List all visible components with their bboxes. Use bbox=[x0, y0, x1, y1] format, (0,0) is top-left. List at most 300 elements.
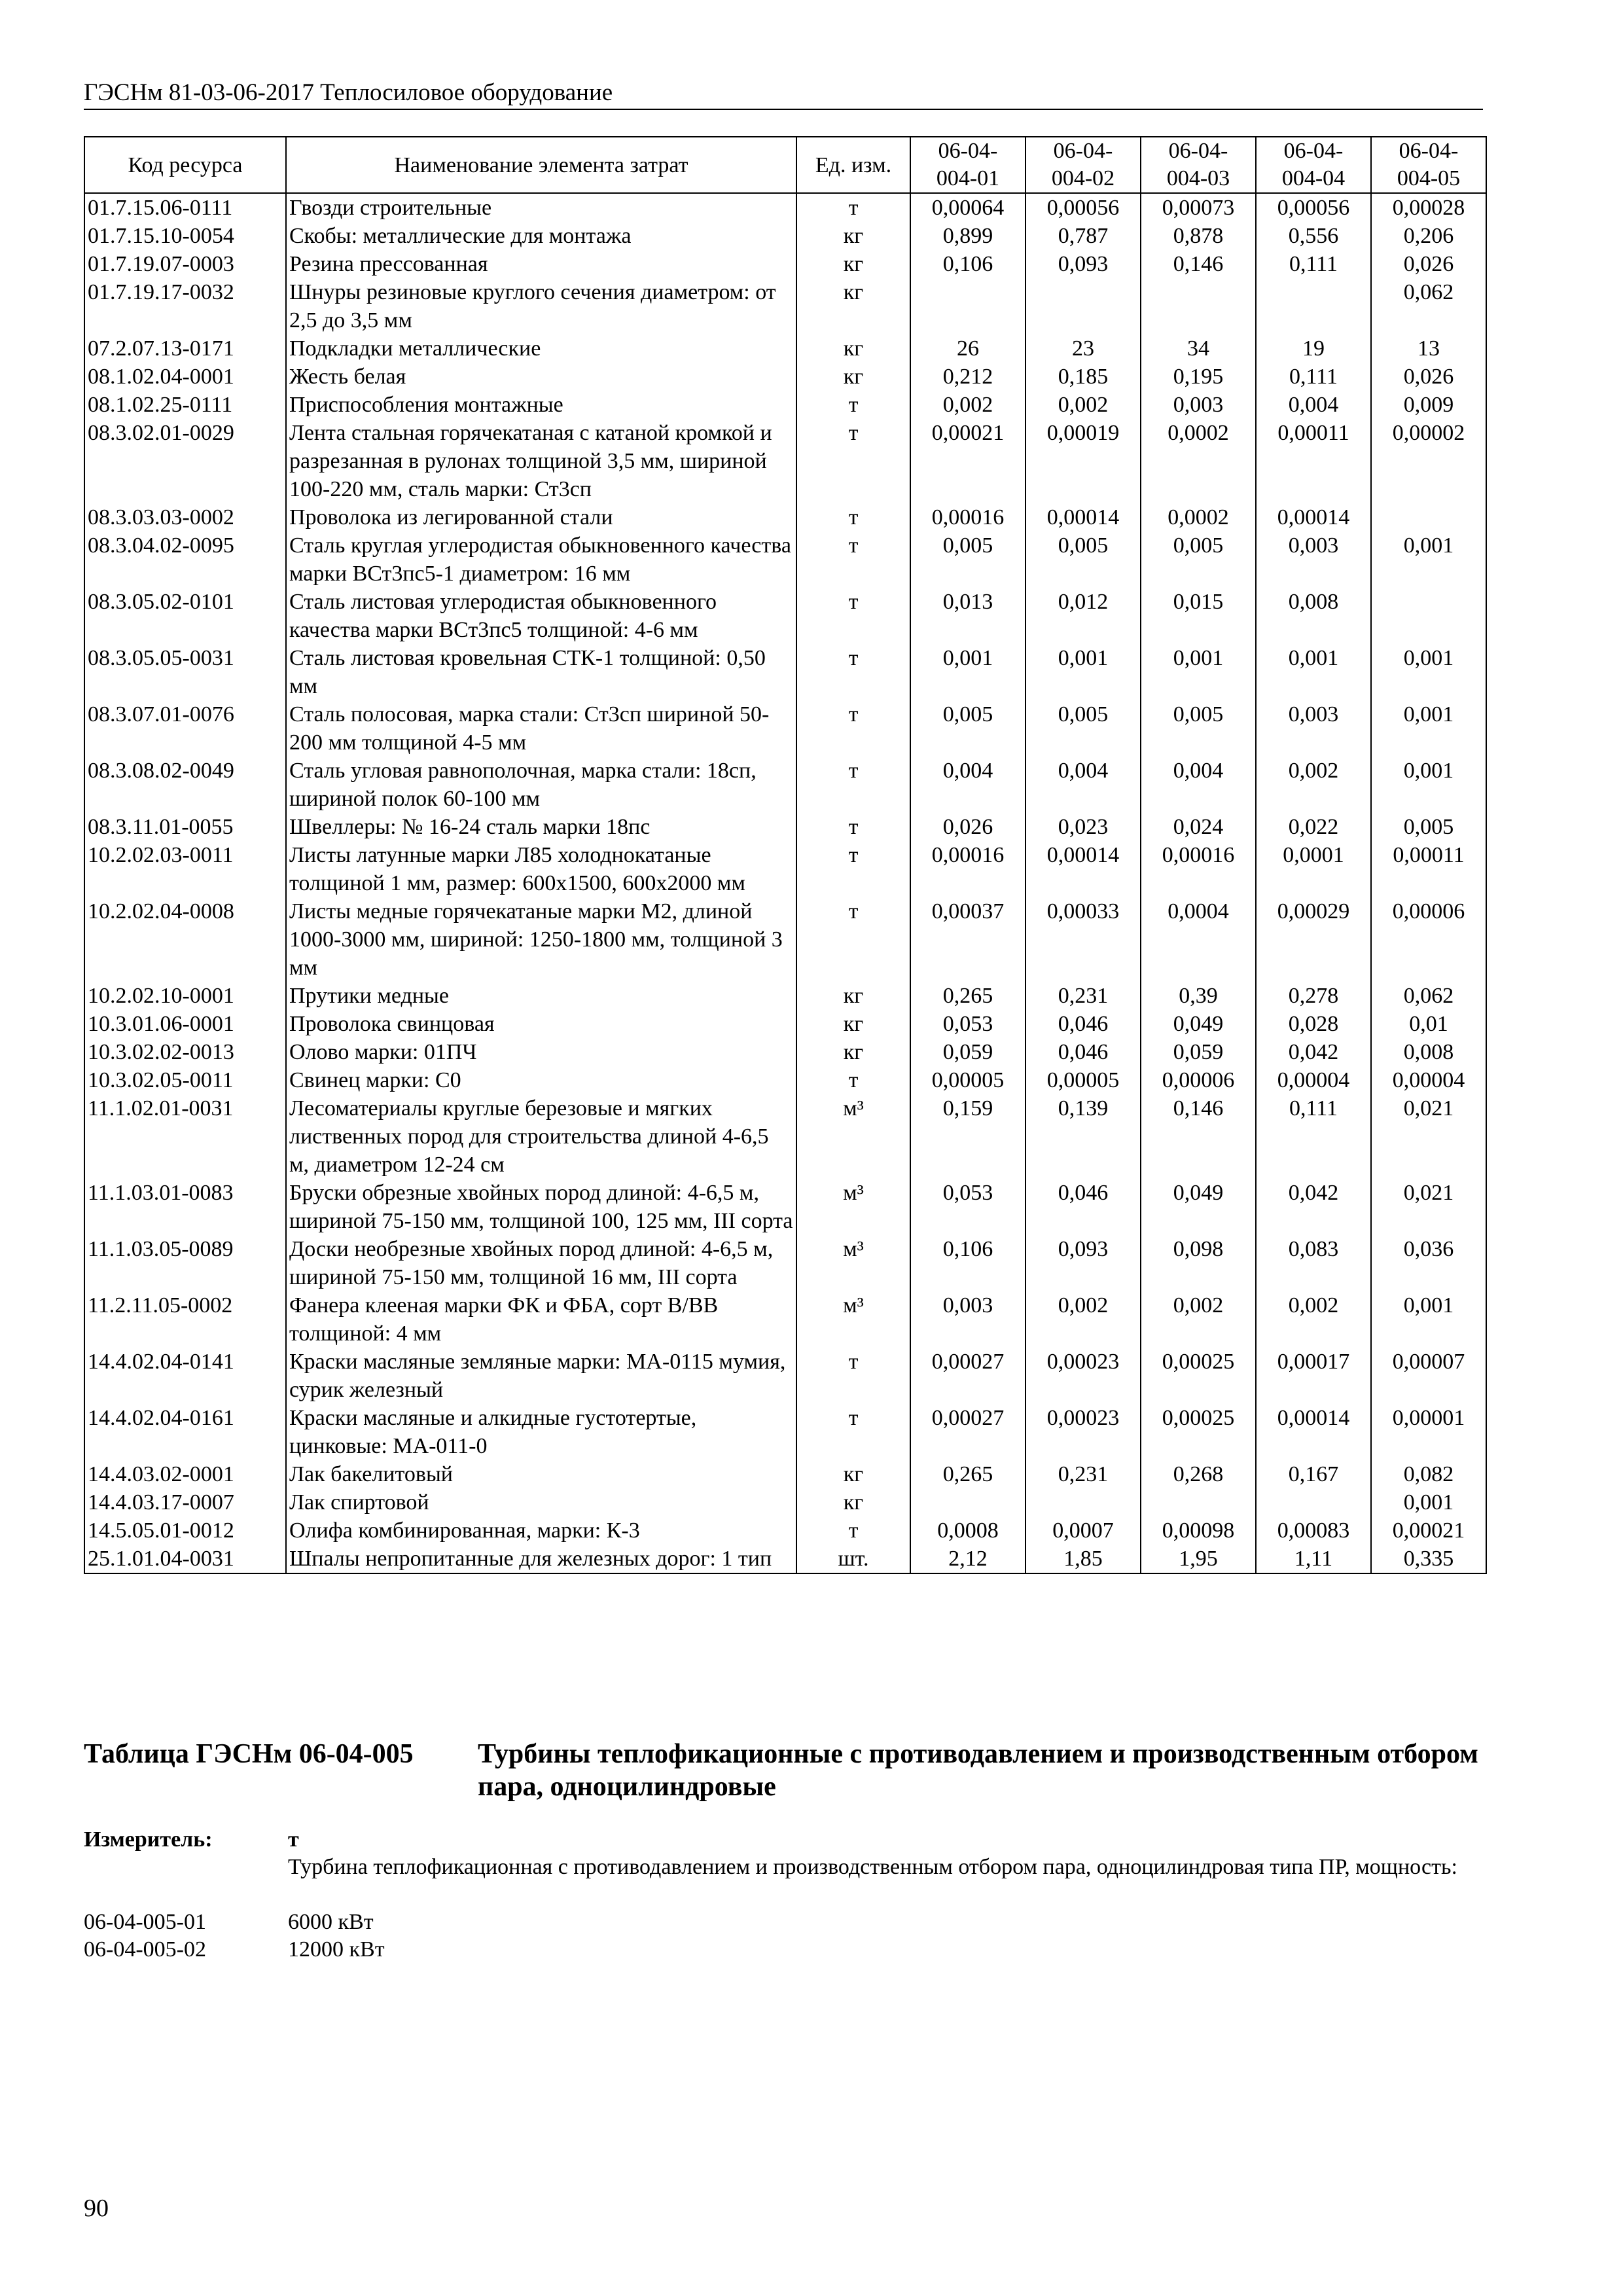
rate-value: 0,268 bbox=[1141, 1460, 1256, 1488]
table-number: Таблица ГЭСНм 06-04-005 bbox=[84, 1739, 414, 1769]
rate-value: 0,059 bbox=[1141, 1038, 1256, 1066]
rate-value bbox=[1141, 278, 1256, 334]
rate-value: 0,146 bbox=[1141, 1094, 1256, 1179]
table-row bbox=[84, 419, 1486, 503]
table-row bbox=[84, 1488, 1486, 1516]
resource-name: Лак бакелитовый bbox=[286, 1460, 796, 1488]
resource-name: Сталь угловая равнополочная, марка стали: 18сп, шириной полок 60-100 мм bbox=[286, 757, 796, 813]
rate-value bbox=[1026, 1488, 1141, 1516]
rate-value: 0,036 bbox=[1371, 1235, 1486, 1291]
resource-unit: т bbox=[796, 841, 910, 897]
rate-value: 0,002 bbox=[1256, 1291, 1371, 1348]
rate-value: 0,00005 bbox=[910, 1066, 1026, 1094]
rate-value: 0,556 bbox=[1256, 222, 1371, 250]
rate-value bbox=[910, 278, 1026, 334]
table-row bbox=[84, 391, 1486, 419]
col-header-rate: 06-04- 004-05 bbox=[1371, 137, 1486, 193]
table-row bbox=[84, 982, 1486, 1010]
rate-value: 0,111 bbox=[1256, 250, 1371, 278]
rate-value: 0,026 bbox=[1371, 363, 1486, 391]
rate-value: 0,00016 bbox=[910, 503, 1026, 531]
rate-value: 0,00014 bbox=[1256, 503, 1371, 531]
rate-value: 0,005 bbox=[910, 700, 1026, 757]
resource-name: Проволока из легированной стали bbox=[286, 503, 796, 531]
rate-value: 0,003 bbox=[910, 1291, 1026, 1348]
table-row bbox=[84, 278, 1486, 334]
resource-code: 01.7.15.10-0054 bbox=[84, 222, 286, 250]
resource-code: 08.1.02.25-0111 bbox=[84, 391, 286, 419]
rate-value: 0,0008 bbox=[910, 1516, 1026, 1545]
resource-code: 11.1.03.01-0083 bbox=[84, 1179, 286, 1235]
rate-value: 0,0001 bbox=[1256, 841, 1371, 897]
rate-value: 0,278 bbox=[1256, 982, 1371, 1010]
rate-value: 0,00027 bbox=[910, 1348, 1026, 1404]
rate-value bbox=[1371, 503, 1486, 531]
rate-value: 0,001 bbox=[1141, 644, 1256, 700]
rate-value: 0,00033 bbox=[1026, 897, 1141, 982]
rate-value: 0,00073 bbox=[1141, 193, 1256, 222]
table-row bbox=[84, 1094, 1486, 1179]
resource-unit: т bbox=[796, 700, 910, 757]
rate-value: 0,004 bbox=[1256, 391, 1371, 419]
rate-value: 0,00014 bbox=[1026, 841, 1141, 897]
rate-value: 0,042 bbox=[1256, 1179, 1371, 1235]
rate-value: 0,0007 bbox=[1026, 1516, 1141, 1545]
resource-unit: кг bbox=[796, 250, 910, 278]
resource-name: Проволока свинцовая bbox=[286, 1010, 796, 1038]
resource-name: Доски необрезные хвойных пород длиной: 4-6,5 м, шириной 75-150 мм, толщиной 16 мм, III сорта bbox=[286, 1235, 796, 1291]
resource-unit: кг bbox=[796, 222, 910, 250]
resource-name: Подкладки металлические bbox=[286, 334, 796, 363]
rate-value: 0,002 bbox=[1026, 1291, 1141, 1348]
resource-name: Приспособления монтажные bbox=[286, 391, 796, 419]
resource-name: Лак спиртовой bbox=[286, 1488, 796, 1516]
rate-value: 0,00028 bbox=[1371, 193, 1486, 222]
rate-value: 0,231 bbox=[1026, 1460, 1141, 1488]
rate-value: 0,008 bbox=[1371, 1038, 1486, 1066]
col-header-code: Код ресурса bbox=[84, 137, 286, 193]
resource-code: 08.3.08.02-0049 bbox=[84, 757, 286, 813]
resource-unit: кг bbox=[796, 1038, 910, 1066]
rate-value: 0,021 bbox=[1371, 1179, 1486, 1235]
rate-value bbox=[1141, 1488, 1256, 1516]
resource-unit: т bbox=[796, 588, 910, 644]
rate-value: 0,00037 bbox=[910, 897, 1026, 982]
rate-value: 0,00025 bbox=[1141, 1404, 1256, 1460]
rate-value: 0,185 bbox=[1026, 363, 1141, 391]
resource-unit: кг bbox=[796, 982, 910, 1010]
rate-value: 0,01 bbox=[1371, 1010, 1486, 1038]
rate-value: 0,335 bbox=[1371, 1545, 1486, 1573]
rate-value: 0,265 bbox=[910, 1460, 1026, 1488]
resource-code: 14.4.03.17-0007 bbox=[84, 1488, 286, 1516]
rate-value: 0,005 bbox=[1141, 700, 1256, 757]
rate-value: 0,042 bbox=[1256, 1038, 1371, 1066]
resource-code: 08.3.05.02-0101 bbox=[84, 588, 286, 644]
rate-value: 0,0002 bbox=[1141, 419, 1256, 503]
rate-value: 0,00011 bbox=[1371, 841, 1486, 897]
rate-value: 0,024 bbox=[1141, 813, 1256, 841]
rate-value: 0,001 bbox=[910, 644, 1026, 700]
rate-value: 0,00004 bbox=[1371, 1066, 1486, 1094]
rate-value bbox=[1256, 1488, 1371, 1516]
rate-value: 0,046 bbox=[1026, 1010, 1141, 1038]
rate-value bbox=[1371, 588, 1486, 644]
rate-value: 0,001 bbox=[1371, 644, 1486, 700]
rate-value: 0,00016 bbox=[910, 841, 1026, 897]
rate-value: 0,004 bbox=[1026, 757, 1141, 813]
table-title: Турбины теплофикационные с противодавлением и производственным отбором пара, одноцилиндровые bbox=[478, 1739, 1478, 1802]
rate-value: 13 bbox=[1371, 334, 1486, 363]
rate-value: 0,00011 bbox=[1256, 419, 1371, 503]
resource-unit: м³ bbox=[796, 1235, 910, 1291]
table-row bbox=[84, 1460, 1486, 1488]
rate-value: 0,167 bbox=[1256, 1460, 1371, 1488]
resource-name: Сталь листовая кровельная СТК-1 толщиной: 0,50 мм bbox=[286, 644, 796, 700]
rate-value: 0,001 bbox=[1371, 1291, 1486, 1348]
rate-value: 0,046 bbox=[1026, 1038, 1141, 1066]
rate-value: 0,159 bbox=[910, 1094, 1026, 1179]
resource-code: 14.4.03.02-0001 bbox=[84, 1460, 286, 1488]
rate-value: 0,001 bbox=[1371, 757, 1486, 813]
measure-unit: т bbox=[288, 1827, 299, 1852]
rate-value: 0,00021 bbox=[910, 419, 1026, 503]
resource-unit: т bbox=[796, 419, 910, 503]
resource-name: Лесоматериалы круглые березовые и мягких лиственных пород для строительства длиной 4-6,5 м, диаметром 12-24 см bbox=[286, 1094, 796, 1179]
rate-value: 26 bbox=[910, 334, 1026, 363]
rate-value: 0,146 bbox=[1141, 250, 1256, 278]
table-row bbox=[84, 588, 1486, 644]
resource-unit: кг bbox=[796, 1010, 910, 1038]
resource-code: 08.3.03.03-0002 bbox=[84, 503, 286, 531]
rate-value: 0,39 bbox=[1141, 982, 1256, 1010]
resource-name: Свинец марки: С0 bbox=[286, 1066, 796, 1094]
rate-value: 0,00019 bbox=[1026, 419, 1141, 503]
rate-value: 0,003 bbox=[1141, 391, 1256, 419]
table-row bbox=[84, 1179, 1486, 1235]
table-row bbox=[84, 363, 1486, 391]
rate-value: 0,878 bbox=[1141, 222, 1256, 250]
rate-value bbox=[1256, 278, 1371, 334]
resource-name: Гвозди строительные bbox=[286, 193, 796, 222]
table-row bbox=[84, 503, 1486, 531]
rate-value: 0,022 bbox=[1256, 813, 1371, 841]
resource-name: Олифа комбинированная, марки: К-3 bbox=[286, 1516, 796, 1545]
resource-unit: т bbox=[796, 897, 910, 982]
resource-code: 11.1.02.01-0031 bbox=[84, 1094, 286, 1179]
rate-value: 0,026 bbox=[910, 813, 1026, 841]
resource-code: 10.2.02.03-0011 bbox=[84, 841, 286, 897]
resource-code: 10.3.02.02-0013 bbox=[84, 1038, 286, 1066]
rate-value: 0,265 bbox=[910, 982, 1026, 1010]
rate-value: 0,013 bbox=[910, 588, 1026, 644]
rate-value: 0,00004 bbox=[1256, 1066, 1371, 1094]
resource-code: 08.3.07.01-0076 bbox=[84, 700, 286, 757]
table-row bbox=[84, 193, 1486, 222]
resource-name: Краски масляные и алкидные густотертые, цинковые: МА-011-0 bbox=[286, 1404, 796, 1460]
rate-value: 0,231 bbox=[1026, 982, 1141, 1010]
resource-unit: кг bbox=[796, 334, 910, 363]
rate-value: 23 bbox=[1026, 334, 1141, 363]
rate-value: 0,212 bbox=[910, 363, 1026, 391]
table-row bbox=[84, 757, 1486, 813]
col-header-name: Наименование элемента затрат bbox=[286, 137, 796, 193]
resource-unit: т bbox=[796, 193, 910, 222]
table-row bbox=[84, 334, 1486, 363]
rate-value: 0,00027 bbox=[910, 1404, 1026, 1460]
resource-name: Листы медные горячекатаные марки М2, длиной 1000-3000 мм, шириной: 1250-1800 мм, толщиной 3 мм bbox=[286, 897, 796, 982]
rate-value: 0,008 bbox=[1256, 588, 1371, 644]
rate-value: 0,787 bbox=[1026, 222, 1141, 250]
rate-value: 0,206 bbox=[1371, 222, 1486, 250]
rate-value: 0,195 bbox=[1141, 363, 1256, 391]
resource-name: Шпалы непропитанные для железных дорог: 1 тип bbox=[286, 1545, 796, 1573]
rate-value: 0,062 bbox=[1371, 982, 1486, 1010]
resource-unit: м³ bbox=[796, 1094, 910, 1179]
resource-name: Резина прессованная bbox=[286, 250, 796, 278]
rate-value: 0,00021 bbox=[1371, 1516, 1486, 1545]
rate-value: 0,003 bbox=[1256, 531, 1371, 588]
resource-code: 14.4.02.04-0161 bbox=[84, 1404, 286, 1460]
rate-value: 0,111 bbox=[1256, 363, 1371, 391]
page-number: 90 bbox=[84, 2195, 109, 2222]
measure-item-code: 06-04-005-02 bbox=[84, 1937, 206, 1962]
rate-value: 0,026 bbox=[1371, 250, 1486, 278]
resource-unit: шт. bbox=[796, 1545, 910, 1573]
rate-value: 0,028 bbox=[1256, 1010, 1371, 1038]
table-row bbox=[84, 1066, 1486, 1094]
resource-code: 10.2.02.04-0008 bbox=[84, 897, 286, 982]
table-row bbox=[84, 1235, 1486, 1291]
rate-value: 0,046 bbox=[1026, 1179, 1141, 1235]
rate-value: 0,001 bbox=[1026, 644, 1141, 700]
rate-value: 0,049 bbox=[1141, 1010, 1256, 1038]
rate-value: 0,00005 bbox=[1026, 1066, 1141, 1094]
rate-value: 0,139 bbox=[1026, 1094, 1141, 1179]
resource-unit: т bbox=[796, 757, 910, 813]
rate-value: 0,00064 bbox=[910, 193, 1026, 222]
measure-item-code: 06-04-005-01 bbox=[84, 1910, 206, 1934]
resource-unit: т bbox=[796, 1348, 910, 1404]
table-row bbox=[84, 1038, 1486, 1066]
rate-value: 0,001 bbox=[1371, 531, 1486, 588]
table-row bbox=[84, 813, 1486, 841]
resource-code: 08.3.11.01-0055 bbox=[84, 813, 286, 841]
rate-value: 0,021 bbox=[1371, 1094, 1486, 1179]
rate-value: 1,95 bbox=[1141, 1545, 1256, 1573]
rate-value: 0,049 bbox=[1141, 1179, 1256, 1235]
rate-value: 0,053 bbox=[910, 1179, 1026, 1235]
rate-value: 0,005 bbox=[1141, 531, 1256, 588]
rate-value: 0,004 bbox=[910, 757, 1026, 813]
rate-value: 0,00016 bbox=[1141, 841, 1256, 897]
rate-value: 0,00014 bbox=[1026, 503, 1141, 531]
rate-value: 0,002 bbox=[1256, 757, 1371, 813]
resource-unit: кг bbox=[796, 1488, 910, 1516]
resource-name: Шнуры резиновые круглого сечения диаметром: от 2,5 до 3,5 мм bbox=[286, 278, 796, 334]
rate-value: 0,106 bbox=[910, 250, 1026, 278]
resource-unit: т bbox=[796, 1404, 910, 1460]
rate-value bbox=[910, 1488, 1026, 1516]
table-row bbox=[84, 531, 1486, 588]
measure-description: Турбина теплофикационная с противодавлением и производственным отбором пара, одноцилиндровая типа ПР, мощность: bbox=[288, 1855, 1457, 1879]
rate-value: 0,005 bbox=[910, 531, 1026, 588]
rate-value: 0,005 bbox=[1026, 700, 1141, 757]
col-header-rate: 06-04- 004-04 bbox=[1256, 137, 1371, 193]
rate-value: 1,11 bbox=[1256, 1545, 1371, 1573]
rate-value: 0,00002 bbox=[1371, 419, 1486, 503]
rate-value: 0,00017 bbox=[1256, 1348, 1371, 1404]
resource-unit: кг bbox=[796, 278, 910, 334]
rate-value: 0,059 bbox=[910, 1038, 1026, 1066]
resource-name: Олово марки: 01ПЧ bbox=[286, 1038, 796, 1066]
rate-value: 0,00006 bbox=[1371, 897, 1486, 982]
resource-code: 25.1.01.04-0031 bbox=[84, 1545, 286, 1573]
col-header-rate: 06-04- 004-01 bbox=[910, 137, 1026, 193]
table-row bbox=[84, 841, 1486, 897]
table-row bbox=[84, 1545, 1486, 1573]
resource-code: 10.2.02.10-0001 bbox=[84, 982, 286, 1010]
rate-value: 0,001 bbox=[1256, 644, 1371, 700]
rate-value: 0,0004 bbox=[1141, 897, 1256, 982]
measure-item-value: 6000 кВт bbox=[288, 1910, 374, 1934]
rate-value: 0,012 bbox=[1026, 588, 1141, 644]
table-row bbox=[84, 897, 1486, 982]
resource-name: Лента стальная горячекатаная с катаной кромкой и разрезанная в рулонах толщиной 3,5 мм, шириной 100-220 мм, сталь марки: Ст3сп bbox=[286, 419, 796, 503]
rate-value: 0,00056 bbox=[1026, 193, 1141, 222]
rate-value: 0,002 bbox=[910, 391, 1026, 419]
resource-code: 08.3.05.05-0031 bbox=[84, 644, 286, 700]
resource-name: Швеллеры: № 16-24 сталь марки 18пс bbox=[286, 813, 796, 841]
resource-name: Листы латунные марки Л85 холоднокатаные толщиной 1 мм, размер: 600х1500, 600х2000 мм bbox=[286, 841, 796, 897]
resource-code: 10.3.02.05-0011 bbox=[84, 1066, 286, 1094]
resource-code: 01.7.19.17-0032 bbox=[84, 278, 286, 334]
resource-name: Бруски обрезные хвойных пород длиной: 4-6,5 м, шириной 75-150 мм, толщиной 100, 125 мм, III сорта bbox=[286, 1179, 796, 1235]
table-row bbox=[84, 1404, 1486, 1460]
table-row bbox=[84, 222, 1486, 250]
resource-code: 07.2.07.13-0171 bbox=[84, 334, 286, 363]
table-row bbox=[84, 250, 1486, 278]
resource-unit: т bbox=[796, 531, 910, 588]
rate-value bbox=[1026, 278, 1141, 334]
rate-value: 0,003 bbox=[1256, 700, 1371, 757]
rate-value: 0,00025 bbox=[1141, 1348, 1256, 1404]
rate-value: 0,00007 bbox=[1371, 1348, 1486, 1404]
rate-value: 34 bbox=[1141, 334, 1256, 363]
resource-unit: т bbox=[796, 391, 910, 419]
rate-value: 0,111 bbox=[1256, 1094, 1371, 1179]
rate-value: 0,0002 bbox=[1141, 503, 1256, 531]
rate-value: 0,00083 bbox=[1256, 1516, 1371, 1545]
measure-label: Измеритель: bbox=[84, 1827, 213, 1852]
rate-value: 1,85 bbox=[1026, 1545, 1141, 1573]
col-header-rate: 06-04- 004-03 bbox=[1141, 137, 1256, 193]
rate-value: 0,00001 bbox=[1371, 1404, 1486, 1460]
resource-name: Сталь листовая углеродистая обыкновенного качества марки ВСт3пс5 толщиной: 4-6 мм bbox=[286, 588, 796, 644]
resource-code: 01.7.15.06-0111 bbox=[84, 193, 286, 222]
resource-code: 11.1.03.05-0089 bbox=[84, 1235, 286, 1291]
rate-value: 0,093 bbox=[1026, 250, 1141, 278]
rate-value: 0,004 bbox=[1141, 757, 1256, 813]
col-header-unit: Ед. изм. bbox=[796, 137, 910, 193]
rate-value: 0,00014 bbox=[1256, 1404, 1371, 1460]
table-row bbox=[84, 1348, 1486, 1404]
resource-code: 08.1.02.04-0001 bbox=[84, 363, 286, 391]
resource-name: Сталь полосовая, марка стали: Ст3сп шириной 50-200 мм толщиной 4-5 мм bbox=[286, 700, 796, 757]
rate-value: 0,001 bbox=[1371, 700, 1486, 757]
table-header-row bbox=[84, 137, 1486, 193]
resource-table bbox=[84, 136, 1487, 1574]
resource-unit: т bbox=[796, 1516, 910, 1545]
table-row bbox=[84, 1010, 1486, 1038]
rate-value: 0,00006 bbox=[1141, 1066, 1256, 1094]
table-row bbox=[84, 1291, 1486, 1348]
rate-value: 0,053 bbox=[910, 1010, 1026, 1038]
resource-unit: т bbox=[796, 813, 910, 841]
resource-code: 01.7.19.07-0003 bbox=[84, 250, 286, 278]
rate-value: 19 bbox=[1256, 334, 1371, 363]
rate-value: 0,082 bbox=[1371, 1460, 1486, 1488]
resource-code: 08.3.04.02-0095 bbox=[84, 531, 286, 588]
rate-value: 0,005 bbox=[1026, 531, 1141, 588]
rate-value: 0,002 bbox=[1026, 391, 1141, 419]
table-row bbox=[84, 1516, 1486, 1545]
resource-name: Сталь круглая углеродистая обыкновенного качества марки ВСт3пс5-1 диаметром: 16 мм bbox=[286, 531, 796, 588]
rate-value: 0,002 bbox=[1141, 1291, 1256, 1348]
resource-unit: т bbox=[796, 1066, 910, 1094]
resource-name: Жесть белая bbox=[286, 363, 796, 391]
resource-unit: т bbox=[796, 503, 910, 531]
rate-value: 0,00029 bbox=[1256, 897, 1371, 982]
rate-value: 0,00098 bbox=[1141, 1516, 1256, 1545]
table-row bbox=[84, 644, 1486, 700]
rate-value: 0,00023 bbox=[1026, 1404, 1141, 1460]
rate-value: 0,106 bbox=[910, 1235, 1026, 1291]
resource-unit: м³ bbox=[796, 1291, 910, 1348]
resource-code: 11.2.11.05-0002 bbox=[84, 1291, 286, 1348]
resource-code: 14.4.02.04-0141 bbox=[84, 1348, 286, 1404]
col-header-rate: 06-04- 004-02 bbox=[1026, 137, 1141, 193]
rate-value: 0,098 bbox=[1141, 1235, 1256, 1291]
rate-value: 2,12 bbox=[910, 1545, 1026, 1573]
rate-value: 0,00023 bbox=[1026, 1348, 1141, 1404]
rate-value: 0,062 bbox=[1371, 278, 1486, 334]
rate-value: 0,015 bbox=[1141, 588, 1256, 644]
resource-code: 10.3.01.06-0001 bbox=[84, 1010, 286, 1038]
page-header: ГЭСНм 81-03-06-2017 Теплосиловое оборудование bbox=[84, 79, 1483, 110]
resource-unit: т bbox=[796, 644, 910, 700]
resource-name: Скобы: металлические для монтажа bbox=[286, 222, 796, 250]
rate-value: 0,00056 bbox=[1256, 193, 1371, 222]
rate-value: 0,009 bbox=[1371, 391, 1486, 419]
rate-value: 0,005 bbox=[1371, 813, 1486, 841]
resource-code: 14.5.05.01-0012 bbox=[84, 1516, 286, 1545]
table-row bbox=[84, 700, 1486, 757]
rate-value: 0,083 bbox=[1256, 1235, 1371, 1291]
resource-name: Краски масляные земляные марки: МА-0115 мумия, сурик железный bbox=[286, 1348, 796, 1404]
rate-value: 0,001 bbox=[1371, 1488, 1486, 1516]
resource-unit: кг bbox=[796, 1460, 910, 1488]
rate-value: 0,093 bbox=[1026, 1235, 1141, 1291]
measure-item-value: 12000 кВт bbox=[288, 1937, 385, 1962]
rate-value: 0,023 bbox=[1026, 813, 1141, 841]
resource-name: Прутики медные bbox=[286, 982, 796, 1010]
rate-value: 0,899 bbox=[910, 222, 1026, 250]
resource-code: 08.3.02.01-0029 bbox=[84, 419, 286, 503]
resource-unit: м³ bbox=[796, 1179, 910, 1235]
resource-unit: кг bbox=[796, 363, 910, 391]
resource-name: Фанера клееная марки ФК и ФБА, сорт В/ВВ толщиной: 4 мм bbox=[286, 1291, 796, 1348]
